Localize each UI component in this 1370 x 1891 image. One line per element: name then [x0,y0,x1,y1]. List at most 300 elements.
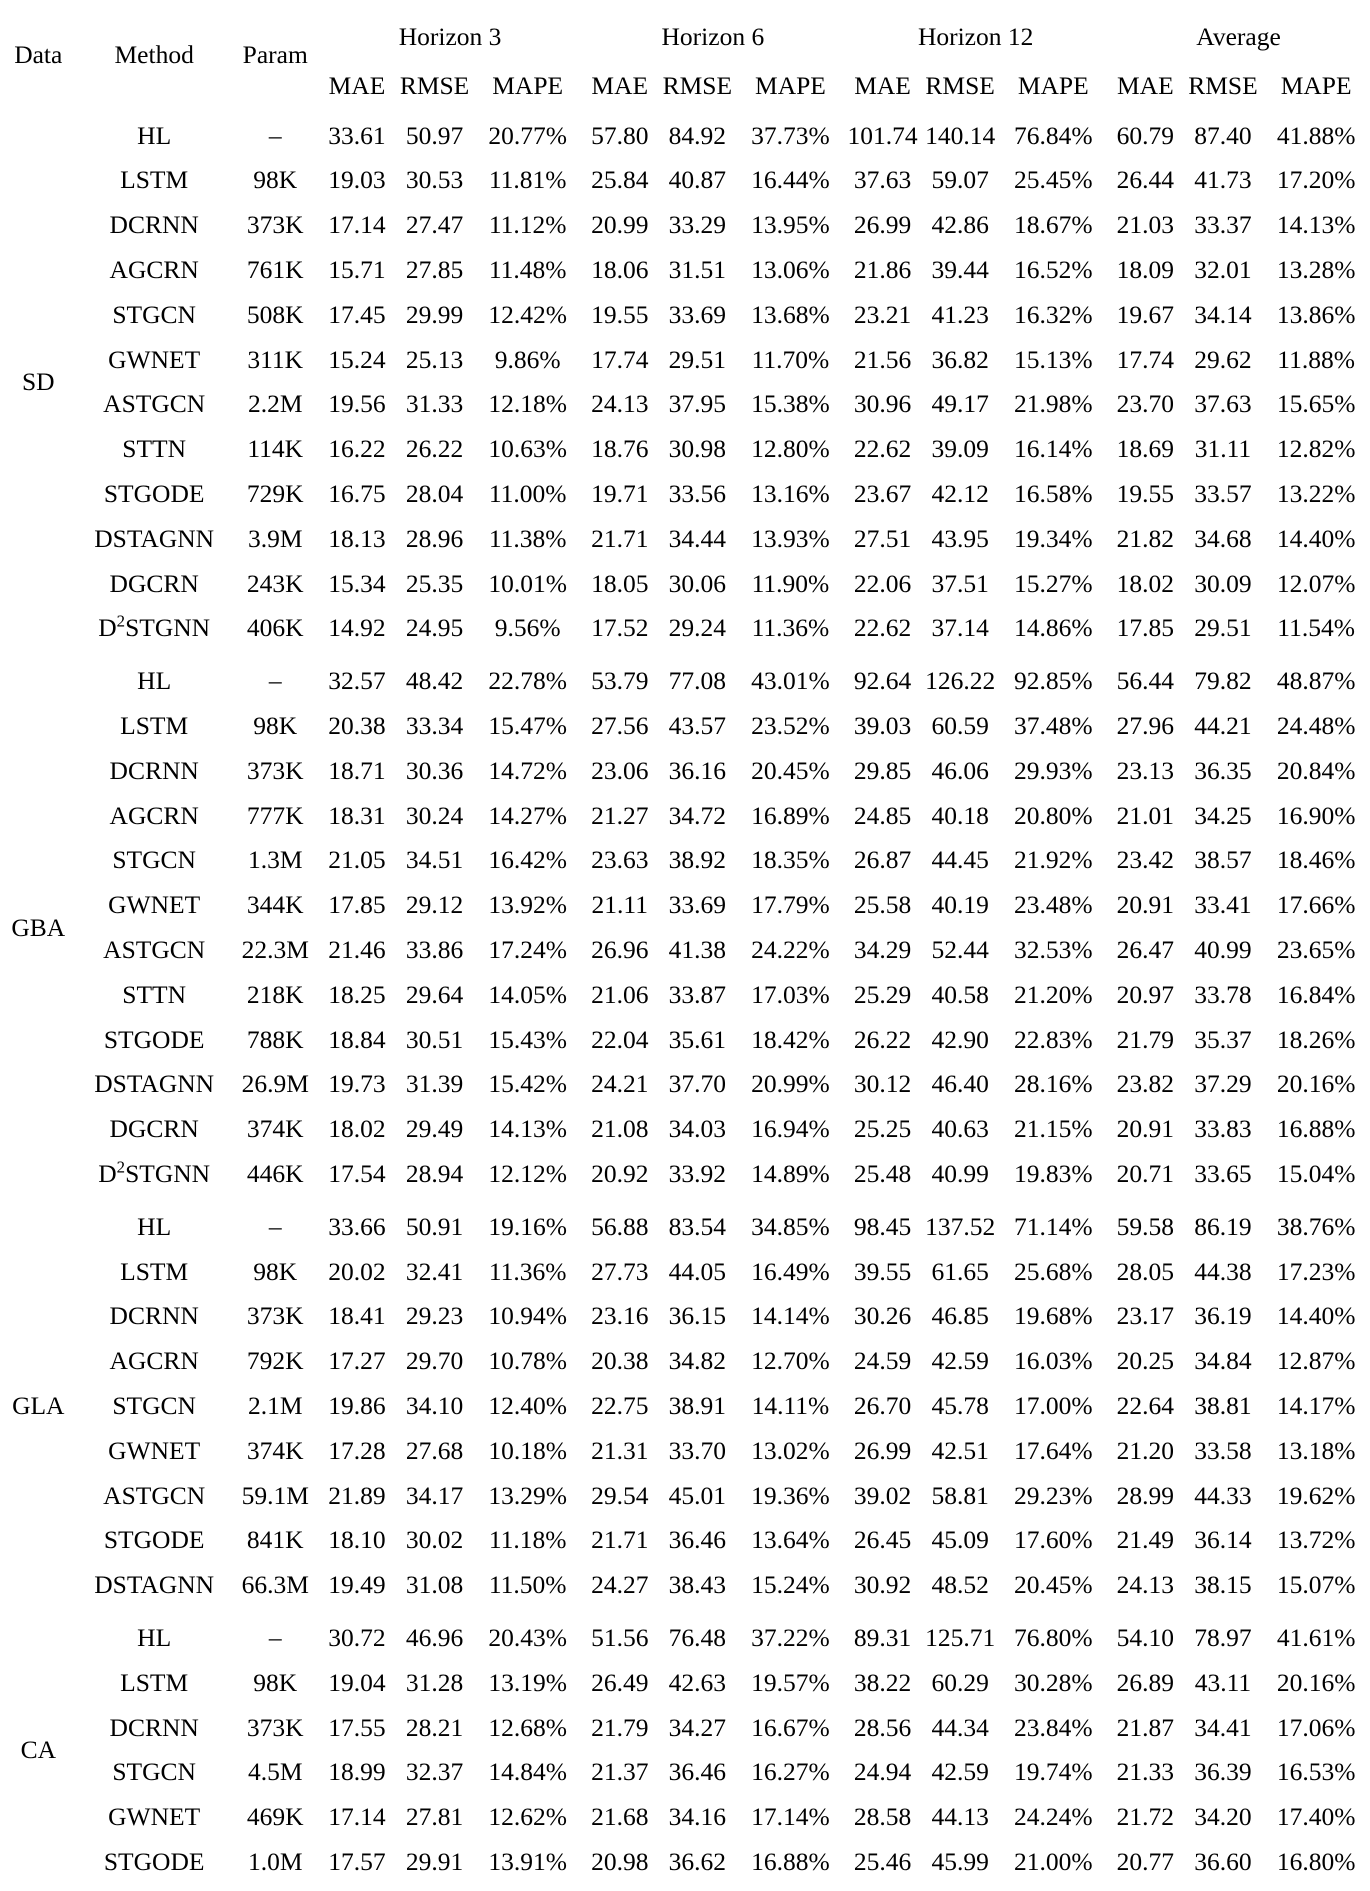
section-divider-rule [0,1196,1370,1204]
cell-avg-mape: 14.13% [1276,210,1356,240]
param-count: – [268,666,282,696]
param-count: 841K [246,1525,304,1555]
cell-avg-mape: 14.40% [1276,523,1356,553]
header-avg-rmse: RMSE [1188,70,1258,100]
cell-avg-rmse: 37.63 [1194,389,1252,419]
table-row [0,1705,1370,1750]
table-row [0,659,1370,704]
cell-avg-rmse: 34.20 [1194,1802,1252,1832]
cell-h3-mae: 20.38 [328,711,386,740]
cell-avg-mape: 19.62% [1276,1480,1356,1510]
cell-h6-rmse: 29.24 [668,613,727,643]
cell-h6-mae: 21.31 [591,1435,649,1465]
cell-h6-mape: 17.79% [751,890,830,920]
cell-avg-mae: 18.09 [1116,255,1175,285]
method-name: DSTAGNN [94,523,215,553]
cell-h6-rmse: 33.56 [668,479,727,509]
cell-avg-mae: 27.96 [1116,711,1175,740]
cell-h12-mae: 28.58 [853,1802,912,1832]
cell-h12-mae: 30.92 [853,1570,912,1600]
cell-h12-mae: 28.56 [853,1712,912,1742]
param-count: 4.5M [247,1757,303,1787]
cell-h3-rmse: 29.49 [405,1114,464,1144]
cell-h6-mape: 16.49% [751,1256,830,1286]
cell-h12-mae: 30.96 [853,389,912,419]
cell-h3-mae: 19.73 [328,1069,386,1099]
dataset-label-gba: GBA [11,912,66,942]
cell-h6-rmse: 33.70 [668,1435,727,1465]
cell-avg-rmse: 44.21 [1194,711,1252,740]
cell-h6-rmse: 83.54 [668,1211,727,1241]
cell-h3-mae: 14.92 [328,613,386,643]
cell-h3-rmse: 32.41 [405,1256,464,1286]
cell-avg-mape: 17.66% [1276,890,1356,920]
method-name: DSTAGNN [94,1570,215,1600]
header-method: Method [114,39,194,69]
cell-avg-rmse: 34.14 [1194,299,1252,329]
table-row [0,838,1370,883]
cell-avg-mae: 20.71 [1116,1158,1175,1188]
cell-h3-mape: 13.19% [488,1667,567,1697]
cell-avg-mape: 17.20% [1276,165,1356,195]
cell-h12-rmse: 58.81 [931,1480,989,1510]
cell-avg-mape: 41.88% [1276,120,1356,150]
method-name: LSTM [120,165,189,195]
cell-h3-mae: 17.27 [328,1346,386,1376]
cell-h12-rmse: 39.44 [931,255,989,285]
param-count: 374K [246,1435,304,1465]
method-name: HL [137,1211,172,1241]
cell-avg-mae: 21.49 [1116,1525,1175,1555]
cell-avg-mae: 59.58 [1116,1211,1175,1241]
cell-h3-mape: 12.12% [488,1158,567,1188]
cell-h6-rmse: 34.16 [668,1802,727,1832]
method-name: AGCRN [109,1346,199,1376]
cell-h6-mape: 43.01% [751,666,830,696]
cell-avg-rmse: 33.37 [1194,210,1252,240]
cell-h6-mae: 25.84 [591,165,649,195]
cell-avg-mape: 11.54% [1277,613,1355,643]
cell-h12-mae: 22.62 [853,613,912,643]
cell-avg-rmse: 34.84 [1194,1346,1252,1376]
cell-avg-mape: 17.40% [1276,1802,1356,1832]
table-row [0,292,1370,337]
cell-h6-rmse: 77.08 [668,666,727,696]
cell-h6-rmse: 36.46 [668,1757,727,1787]
cell-h6-mae: 19.71 [591,479,649,509]
param-count: 114K [247,434,304,464]
param-count: 243K [246,568,304,598]
section-divider-rule [0,651,1370,659]
cell-h12-rmse: 42.59 [931,1757,989,1787]
cell-h3-rmse: 31.39 [405,1069,464,1099]
cell-h12-rmse: 42.90 [931,1024,989,1054]
table-row [0,427,1370,472]
cell-h6-mae: 51.56 [591,1622,649,1652]
header-group-horizon-6: Horizon 6 [661,21,765,51]
cell-h6-mae: 20.99 [591,210,649,240]
cell-h3-mae: 21.89 [328,1480,386,1510]
cell-avg-rmse: 34.25 [1194,800,1252,830]
cell-h6-rmse: 36.62 [668,1846,727,1876]
cell-h3-rmse: 50.91 [405,1211,464,1241]
cell-h3-rmse: 29.12 [405,890,464,920]
cell-h6-mape: 16.94% [751,1114,830,1144]
cell-h6-mape: 14.11% [751,1390,830,1420]
cell-h12-mae: 24.94 [853,1757,912,1787]
cell-h12-mape: 71.14% [1013,1211,1093,1241]
param-count: – [268,1211,282,1241]
cell-h3-mae: 17.55 [328,1712,386,1742]
cell-h12-mape: 25.68% [1013,1256,1093,1286]
cell-h6-mae: 21.27 [591,800,649,830]
cell-h12-rmse: 60.29 [931,1667,989,1697]
cell-h3-mape: 13.92% [488,890,567,920]
table-row [0,1017,1370,1062]
cell-avg-mae: 20.91 [1116,890,1175,920]
header-h3-mape: MAPE [492,70,564,100]
cell-h12-mape: 17.00% [1013,1390,1093,1420]
cell-avg-mape: 13.86% [1276,299,1356,329]
method-name: ASTGCN [103,934,206,964]
cell-h3-mae: 17.45 [328,299,386,329]
cell-avg-rmse: 43.11 [1194,1667,1252,1697]
cell-h12-mae: 23.21 [853,299,912,329]
cell-h3-rmse: 29.23 [405,1301,464,1331]
cell-avg-mae: 26.89 [1116,1667,1175,1697]
method-name: DCRNN [109,755,199,785]
cell-h3-rmse: 34.17 [405,1480,464,1510]
method-name: STGCN [112,845,196,875]
cell-h6-mape: 17.03% [751,979,830,1009]
cell-avg-mae: 23.82 [1116,1069,1175,1099]
cell-avg-rmse: 36.35 [1194,755,1252,785]
cell-avg-rmse: 87.40 [1194,120,1252,150]
cell-h6-mape: 13.93% [751,523,830,553]
table-row [0,471,1370,516]
cell-avg-mae: 21.87 [1116,1712,1175,1742]
cell-avg-rmse: 86.19 [1194,1211,1252,1241]
cell-h12-mape: 16.03% [1013,1346,1093,1376]
cell-h3-mape: 14.13% [488,1114,567,1144]
cell-h6-rmse: 45.01 [668,1480,727,1510]
cell-h6-rmse: 33.69 [668,299,727,329]
param-count: 469K [246,1802,304,1832]
cell-h6-mape: 13.95% [751,210,830,240]
cell-avg-rmse: 34.68 [1194,523,1252,553]
cell-h3-rmse: 34.51 [405,845,464,875]
header-group-horizon-3: Horizon 3 [398,21,502,51]
cell-h3-rmse: 31.33 [405,389,464,419]
cell-h12-rmse: 42.86 [931,210,989,240]
cell-h3-mae: 17.14 [328,1802,386,1832]
cell-h3-mae: 17.85 [328,890,386,920]
param-count: 373K [246,1712,304,1742]
cell-h6-mae: 21.37 [591,1757,649,1787]
cell-h6-mape: 34.85% [751,1211,830,1241]
method-name: LSTM [120,711,189,740]
cell-h12-rmse: 39.09 [931,434,989,464]
cell-h12-rmse: 59.07 [931,165,989,195]
cell-h3-mae: 15.34 [328,568,386,598]
cell-h3-mae: 19.03 [328,165,386,195]
cell-avg-mae: 20.25 [1116,1346,1175,1376]
cell-h6-mae: 22.04 [591,1024,649,1054]
cell-h6-mape: 15.24% [751,1570,830,1600]
cell-h6-rmse: 30.98 [668,434,727,464]
method-name: AGCRN [109,800,199,830]
cell-h12-rmse: 40.19 [931,890,989,920]
cell-avg-mape: 14.40% [1276,1301,1356,1331]
cell-h12-mape: 76.80% [1013,1622,1093,1652]
cell-h12-mape: 21.15% [1013,1114,1093,1144]
cell-h12-rmse: 46.85 [931,1301,989,1331]
table-row [0,927,1370,972]
cell-h12-mae: 22.06 [853,568,912,598]
cell-h3-mape: 11.18% [488,1525,567,1555]
cell-h3-mape: 14.84% [488,1757,567,1787]
cell-h6-mape: 11.36% [751,613,830,643]
cell-h12-mape: 29.23% [1013,1480,1093,1510]
table-row [0,247,1370,292]
param-count: 446K [246,1158,304,1188]
cell-h12-mae: 23.67 [853,479,912,509]
cell-h6-mae: 21.71 [591,523,649,553]
cell-h12-mape: 16.32% [1013,299,1093,329]
cell-h3-mape: 20.43% [488,1622,567,1652]
cell-avg-mae: 20.77 [1116,1846,1175,1876]
cell-h6-mae: 53.79 [591,666,649,696]
cell-h12-rmse: 37.51 [931,568,989,598]
cell-h12-mae: 21.86 [853,255,912,285]
cell-h12-mae: 39.03 [853,711,912,740]
table-row [0,1750,1370,1795]
cell-h3-rmse: 50.97 [405,120,464,150]
cell-h12-mae: 37.63 [853,165,912,195]
cell-h12-mape: 15.27% [1013,568,1093,598]
method-name: DCRNN [109,1301,199,1331]
cell-h12-mape: 14.86% [1013,613,1093,643]
header-group-row [0,7,1370,52]
param-count: 98K [253,1667,298,1697]
header-h6-mape: MAPE [755,70,826,100]
cell-h3-mape: 11.48% [488,255,567,285]
cell-h6-rmse: 29.51 [668,344,727,374]
cell-h12-mae: 25.58 [853,890,912,920]
table-header [0,0,1370,113]
cell-h12-mape: 16.14% [1013,434,1093,464]
header-h12-mae: MAE [854,70,911,100]
cell-avg-mae: 26.44 [1116,165,1175,195]
table-row [0,1062,1370,1107]
cell-avg-mae: 24.13 [1116,1570,1175,1600]
param-count: 1.3M [247,845,303,875]
cell-h3-rmse: 46.96 [405,1622,464,1652]
cell-avg-rmse: 35.37 [1194,1024,1252,1054]
cell-h3-mae: 17.28 [328,1435,386,1465]
cell-h3-mape: 11.12% [488,210,567,240]
cell-h3-mape: 17.24% [488,934,567,964]
cell-h3-mae: 15.71 [328,255,386,285]
cell-avg-rmse: 40.99 [1194,934,1252,964]
cell-h6-mape: 16.44% [751,165,830,195]
method-name: STGCN [112,1390,196,1420]
cell-avg-mae: 54.10 [1116,1622,1175,1652]
method-name: ASTGCN [103,1480,206,1510]
cell-h3-mae: 21.46 [328,934,386,964]
cell-avg-rmse: 30.09 [1194,568,1252,598]
cell-h3-mape: 10.01% [488,568,567,598]
method-name: STGODE [103,1024,205,1054]
cell-h6-mape: 13.16% [751,479,830,509]
cell-h3-rmse: 26.22 [405,434,464,464]
cell-h6-mape: 19.36% [751,1480,830,1510]
cell-h6-mape: 20.45% [751,755,830,785]
param-count: 373K [246,210,304,240]
cell-h12-mape: 21.98% [1013,389,1093,419]
cell-h3-mae: 18.10 [328,1525,386,1555]
cell-h12-mae: 21.56 [853,344,912,374]
cell-h3-mae: 16.22 [328,434,386,464]
cell-h3-rmse: 31.28 [405,1667,464,1697]
method-name: $D^2STGNN$ [98,1157,211,1188]
cell-h6-mae: 17.74 [591,344,649,374]
bottom-rule [0,1884,1370,1891]
table-row [0,1518,1370,1563]
cell-h6-mae: 17.52 [591,613,649,643]
cell-avg-rmse: 79.82 [1194,666,1252,696]
cell-avg-rmse: 29.62 [1194,344,1252,374]
cell-h6-mae: 57.80 [591,120,649,150]
table-row [0,972,1370,1017]
cell-avg-mape: 15.07% [1276,1570,1356,1600]
cell-h12-rmse: 42.59 [931,1346,989,1376]
method-name: $D^2STGNN$ [98,611,211,643]
table-row [0,1473,1370,1518]
cell-h12-rmse: 140.14 [925,120,996,150]
cell-h12-mae: 26.70 [853,1390,912,1420]
cell-h6-mape: 16.88% [751,1846,830,1876]
cell-avg-rmse: 38.57 [1194,845,1252,875]
cell-h6-mape: 12.70% [751,1346,830,1376]
cell-h6-mape: 13.06% [751,255,830,285]
cell-h12-mape: 24.24% [1013,1802,1093,1832]
cell-h3-rmse: 33.86 [405,934,464,964]
cell-h6-mae: 21.08 [591,1114,649,1144]
method-name: STGCN [112,299,196,329]
cell-avg-rmse: 36.39 [1194,1757,1252,1787]
cell-h6-mape: 37.22% [751,1622,830,1652]
cell-h6-mae: 24.27 [591,1570,649,1600]
cell-h3-mae: 19.56 [328,389,386,419]
cell-avg-mae: 18.69 [1116,434,1175,464]
cell-h12-mape: 37.48% [1013,711,1093,740]
dataset-label-gla: GLA [12,1390,65,1420]
cell-h12-mae: 24.59 [853,1346,912,1376]
cell-h12-mae: 30.26 [853,1301,912,1331]
cell-h3-rmse: 28.96 [405,523,464,553]
param-count: 98K [253,1256,298,1286]
method-name: GWNET [108,1435,201,1465]
cell-avg-mae: 21.79 [1116,1024,1175,1054]
cell-h12-mae: 24.85 [853,800,912,830]
cell-avg-mae: 21.72 [1116,1802,1175,1832]
param-count: 98K [253,711,298,740]
cell-h3-mae: 18.99 [328,1757,386,1787]
table-row [0,1294,1370,1339]
table-row [0,561,1370,606]
table-row [0,1204,1370,1249]
cell-h6-rmse: 43.57 [668,711,727,740]
cell-h6-rmse: 36.16 [668,755,727,785]
param-count: 788K [246,1024,304,1054]
cell-h6-rmse: 34.82 [668,1346,727,1376]
header-h3-mae: MAE [328,70,386,100]
cell-h12-mae: 26.87 [853,845,912,875]
cell-h3-mae: 15.24 [328,344,386,374]
header-double-rule [0,105,1370,113]
cell-avg-mae: 22.64 [1116,1390,1175,1420]
cell-avg-rmse: 44.38 [1194,1256,1252,1286]
cell-h6-mae: 18.76 [591,434,649,464]
cell-h3-mae: 18.71 [328,755,386,785]
cell-h3-mape: 9.86% [494,344,561,374]
cell-h12-mape: 25.45% [1013,165,1093,195]
cell-h6-rmse: 35.61 [668,1024,727,1054]
cell-h12-rmse: 40.63 [931,1114,989,1144]
cell-h6-mape: 11.90% [751,568,830,598]
param-count: 2.1M [247,1390,303,1420]
cell-h12-mape: 32.53% [1013,934,1093,964]
cell-h6-mae: 24.13 [591,389,649,419]
cell-h6-mae: 21.68 [591,1802,649,1832]
cell-h6-mae: 23.16 [591,1301,649,1331]
table-row [0,1383,1370,1428]
cell-avg-mae: 21.82 [1116,523,1175,553]
cell-h3-rmse: 27.47 [405,210,464,240]
table-row [0,748,1370,793]
cell-avg-rmse: 33.58 [1194,1435,1252,1465]
cell-avg-rmse: 38.15 [1194,1570,1252,1600]
cell-h12-mae: 22.62 [853,434,912,464]
cell-h3-mape: 10.94% [488,1301,567,1331]
table-row [0,1151,1370,1196]
header-group-horizon-12: Horizon 12 [917,21,1034,51]
cell-h6-rmse: 40.87 [668,165,727,195]
cell-h12-mae: 39.55 [853,1256,912,1286]
cell-h3-mae: 17.14 [328,210,386,240]
method-name: GWNET [108,890,201,920]
method-name: DCRNN [109,1712,199,1742]
cell-h3-mape: 9.56% [494,613,561,643]
cell-h3-mae: 18.13 [328,523,386,553]
cell-h6-rmse: 37.70 [668,1069,727,1099]
cell-avg-mape: 13.22% [1276,479,1356,509]
cell-h3-rmse: 30.24 [405,800,464,830]
header-h6-rmse: RMSE [662,70,733,100]
table-row [0,382,1370,427]
cell-h3-rmse: 24.95 [405,613,464,643]
cell-h12-mape: 16.58% [1013,479,1093,509]
cell-h6-mae: 23.06 [591,755,649,785]
cell-avg-rmse: 32.01 [1194,255,1252,285]
top-rule [0,0,1370,7]
cell-h6-mae: 19.55 [591,299,649,329]
cell-h6-rmse: 44.05 [668,1256,727,1286]
table-row [0,1660,1370,1705]
cell-avg-mae: 56.44 [1116,666,1175,696]
cell-h12-mape: 17.64% [1013,1435,1093,1465]
